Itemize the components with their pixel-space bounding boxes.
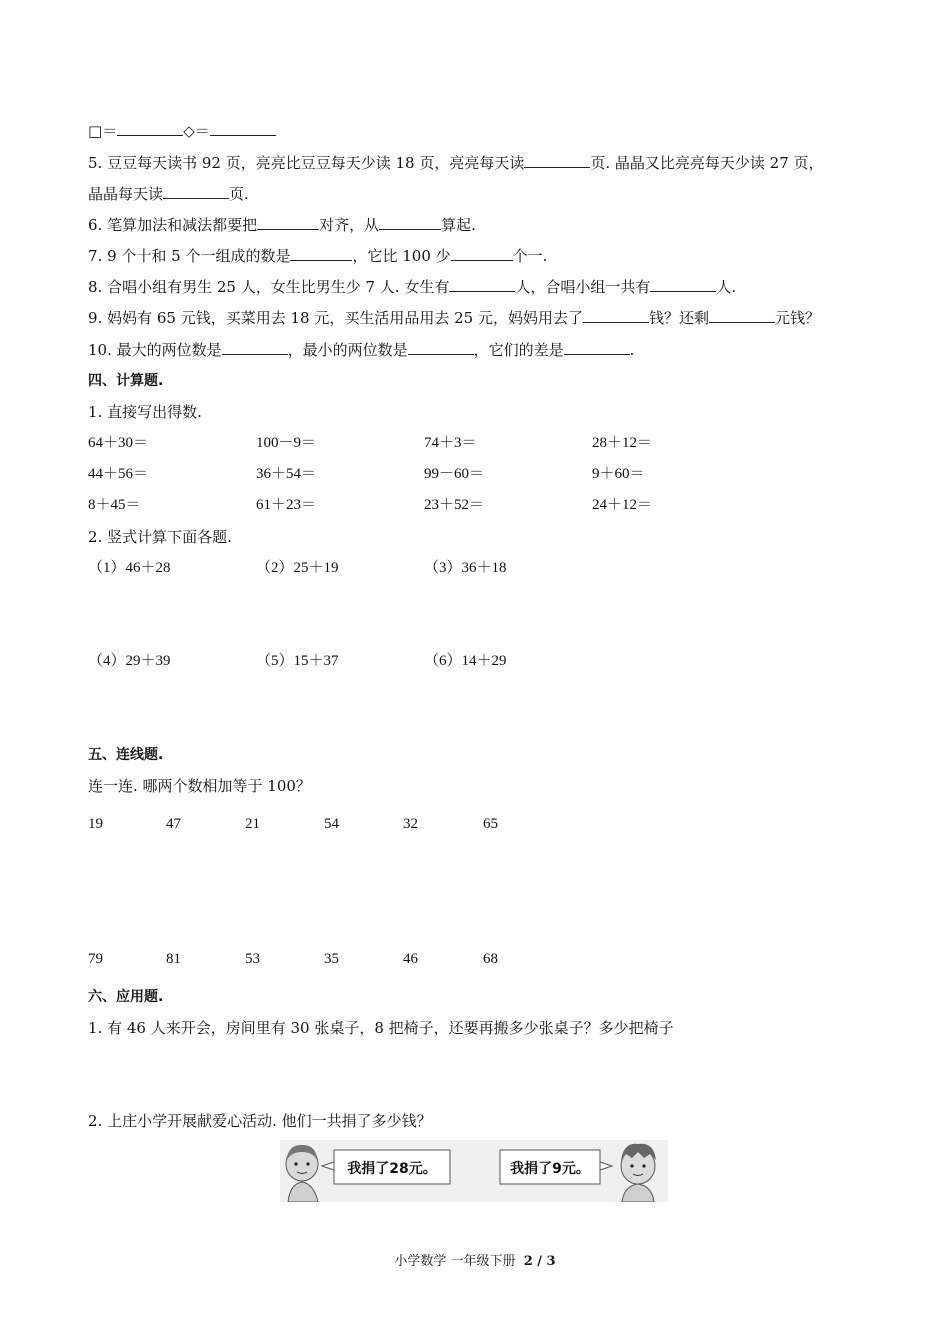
oral-problem: 8＋45＝ bbox=[88, 497, 141, 513]
answer-blank[interactable] bbox=[583, 308, 649, 323]
vertical-problem: （2）25＋19 bbox=[256, 560, 339, 576]
oral-problem: 64＋30＝ bbox=[88, 435, 149, 451]
answer-blank[interactable] bbox=[290, 246, 352, 261]
bubble-right-text: 我捐了9元。 bbox=[510, 1161, 590, 1177]
match-number-bottom[interactable]: 35 bbox=[324, 951, 339, 967]
oral-problem: 74＋3＝ bbox=[424, 435, 477, 451]
donation-illustration bbox=[280, 1140, 668, 1202]
answer-blank[interactable] bbox=[222, 340, 288, 355]
diamond-symbol: ◇ bbox=[183, 122, 195, 140]
footer-text: 小学数学 一年级下册 bbox=[394, 1254, 516, 1269]
answer-blank[interactable] bbox=[449, 277, 515, 292]
question-8: 8. 合唱小组有男生 25 人，女生比男生少 7 人. 女生有 人，合唱小组一共有 人. bbox=[88, 278, 737, 296]
oral-problem: 99－60＝ bbox=[424, 466, 485, 482]
question-7: 7. 9 个十和 5 个一组成的数是 ，它比 100 少 个一. bbox=[88, 247, 548, 265]
question-5-line1: 5. 豆豆每天读书 92 页，亮亮比豆豆每天少读 18 页，亮亮每天读 页. 晶晶又比亮亮每天少读 27 页， bbox=[88, 154, 824, 172]
section-4-title: 四、计算题. bbox=[88, 373, 164, 389]
answer-blank[interactable] bbox=[524, 153, 590, 168]
match-number-top[interactable]: 21 bbox=[245, 816, 260, 832]
answer-blank[interactable] bbox=[210, 121, 276, 136]
section-5-title: 五、连线题. bbox=[88, 747, 164, 763]
match-number-top[interactable]: 32 bbox=[403, 816, 418, 832]
question-10: 10. 最大的两位数是 ，最小的两位数是 ，它们的差是 . bbox=[88, 341, 635, 359]
match-number-bottom[interactable]: 46 bbox=[403, 951, 418, 967]
oral-problem: 36＋54＝ bbox=[256, 466, 317, 482]
section-5-prompt: 连一连. 哪两个数相加等于 100？ bbox=[88, 777, 311, 795]
application-question-1: 1. 有 46 人来开会，房间里有 30 张桌子，8 把椅子，还要再搬多少张桌子？多少把椅子 bbox=[88, 1019, 674, 1037]
oral-problem: 100－9＝ bbox=[256, 435, 317, 451]
vertical-problem: （3）36＋18 bbox=[424, 560, 507, 576]
section-6-title: 六、应用题. bbox=[88, 989, 164, 1005]
speech-bubble-right bbox=[500, 1150, 612, 1184]
page-number: 2 / 3 bbox=[523, 1254, 556, 1269]
bubble-left-text: 我捐了28元。 bbox=[347, 1161, 437, 1177]
match-number-top[interactable]: 19 bbox=[88, 816, 103, 832]
square-symbol: □ bbox=[88, 122, 103, 140]
vertical-problem: （6）14＋29 bbox=[424, 653, 507, 669]
answer-blank[interactable] bbox=[650, 277, 716, 292]
donation-figure-svg bbox=[280, 1140, 668, 1202]
question-6: 6. 笔算加法和减法都要把 对齐，从 算起. bbox=[88, 216, 476, 234]
match-number-bottom[interactable]: 68 bbox=[483, 951, 498, 967]
oral-problem: 61＋23＝ bbox=[256, 497, 317, 513]
vertical-problem: （1）46＋28 bbox=[88, 560, 171, 576]
match-number-top[interactable]: 47 bbox=[166, 816, 181, 832]
oral-problem: 28＋12＝ bbox=[592, 435, 653, 451]
answer-blank[interactable] bbox=[257, 215, 319, 230]
vertical-problem: （4）29＋39 bbox=[88, 653, 171, 669]
answer-blank[interactable] bbox=[709, 308, 775, 323]
q3-answer-line: □＝ ◇＝ bbox=[88, 121, 276, 141]
oral-problem: 9＋60＝ bbox=[592, 466, 645, 482]
answer-blank[interactable] bbox=[117, 121, 183, 136]
girl-icon bbox=[286, 1145, 318, 1202]
oral-problem: 44＋56＝ bbox=[88, 466, 149, 482]
match-number-top[interactable]: 65 bbox=[483, 816, 498, 832]
question-9: 9. 妈妈有 65 元钱，买菜用去 18 元，买生活用品用去 25 元，妈妈用去了 钱？还剩 元钱？ bbox=[88, 309, 820, 327]
match-number-bottom[interactable]: 81 bbox=[166, 951, 181, 967]
section-4-sub2: 2. 竖式计算下面各题. bbox=[88, 528, 232, 546]
question-5-line2: 晶晶每天读 页. bbox=[88, 185, 249, 203]
section-4-sub1: 1. 直接写出得数. bbox=[88, 403, 202, 421]
speech-bubble-left bbox=[322, 1150, 450, 1184]
match-number-bottom[interactable]: 79 bbox=[88, 951, 103, 967]
boy-icon bbox=[621, 1144, 656, 1202]
answer-blank[interactable] bbox=[379, 215, 441, 230]
page-footer bbox=[0, 1250, 950, 1269]
oral-problem: 24＋12＝ bbox=[592, 497, 653, 513]
answer-blank[interactable] bbox=[408, 340, 474, 355]
answer-blank[interactable] bbox=[564, 340, 630, 355]
answer-blank[interactable] bbox=[163, 184, 229, 199]
answer-blank[interactable] bbox=[451, 246, 513, 261]
application-question-2: 2. 上庄小学开展献爱心活动. 他们一共捐了多少钱？ bbox=[88, 1112, 432, 1130]
match-number-top[interactable]: 54 bbox=[324, 816, 339, 832]
vertical-problem: （5）15＋37 bbox=[256, 653, 339, 669]
match-number-bottom[interactable]: 53 bbox=[245, 951, 260, 967]
oral-problem: 23＋52＝ bbox=[424, 497, 485, 513]
